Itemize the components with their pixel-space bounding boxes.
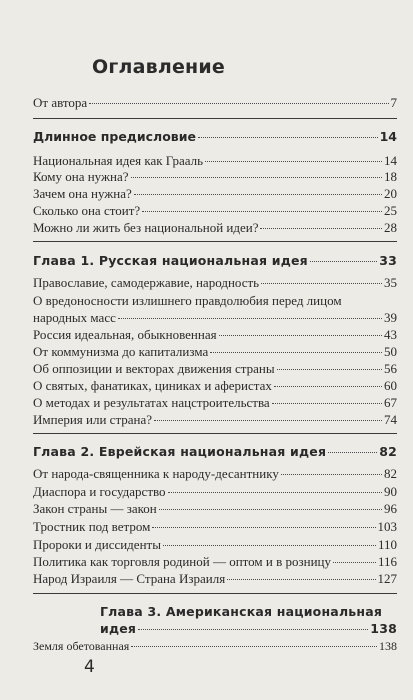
toc-entry-page: 90 — [384, 484, 397, 499]
dot-leader — [277, 369, 382, 370]
dot-leader — [281, 474, 382, 475]
toc-entry — [33, 394, 397, 411]
toc-entry-label: Народ Израиля — Страна Израиля — [33, 571, 226, 586]
toc-entry-label: Земля обетованная — [33, 639, 130, 653]
toc-entry-page: 7 — [390, 95, 397, 110]
toc-entry — [33, 309, 397, 326]
toc-entry — [33, 553, 397, 570]
toc-entry-page: 138 — [379, 639, 397, 653]
dot-leader — [261, 283, 382, 284]
dot-leader — [159, 509, 382, 510]
toc-entry — [33, 168, 397, 185]
toc-entry — [33, 202, 397, 219]
toc-entry-page: 116 — [377, 554, 397, 569]
toc-entry-label: О святых, фанатиках, циниках и аферистах — [33, 378, 272, 393]
toc-entry-label: Диаспора и государство — [33, 484, 166, 499]
toc-entry-label: Политика как торговля родиной — оптом и в розницу — [33, 554, 332, 569]
dot-leader — [142, 211, 382, 212]
toc-chapter-entry — [33, 620, 397, 637]
dot-leader — [333, 562, 376, 563]
toc-entry — [33, 377, 397, 394]
dot-leader — [163, 545, 376, 546]
toc-entry-label: Империя или страна? — [33, 412, 153, 427]
page-number: 4 — [84, 657, 95, 677]
section-divider — [33, 433, 397, 434]
toc-entry-label: Кому она нужна? — [33, 169, 129, 184]
dot-leader — [219, 335, 382, 336]
dot-leader — [138, 629, 368, 630]
dot-leader — [210, 352, 382, 353]
dot-leader — [260, 228, 382, 229]
toc-entry-page: 25 — [384, 203, 397, 218]
toc-entry-label: От народа-священника к народу-десантнику — [33, 466, 279, 481]
toc-entry-label: От автора — [33, 95, 88, 110]
toc-entry-page: 103 — [377, 519, 397, 534]
toc-entry-label: Глава 2. Еврейская национальная идея — [33, 444, 327, 459]
toc-entry-label: От коммунизма до капитализма — [33, 344, 209, 359]
toc-entry — [33, 185, 397, 202]
toc-section-entry — [33, 128, 397, 145]
toc-chapter-label-line: Глава 3. Американская национальная — [100, 604, 383, 619]
toc-entry-label: Россия идеальная, обыкновенная — [33, 327, 217, 342]
dot-leader — [152, 527, 375, 528]
toc-entry — [33, 411, 397, 428]
toc-entry-page: 39 — [384, 310, 397, 325]
toc-entry — [33, 500, 397, 517]
toc-entry-page: 35 — [384, 275, 397, 290]
toc-entry-label: Тростник под ветром — [33, 519, 151, 534]
toc-entry-label: Глава 1. Русская национальная идея — [33, 253, 308, 268]
dot-leader — [168, 492, 382, 493]
page-title: Оглавление — [92, 56, 225, 78]
toc-entry-page: 33 — [379, 253, 397, 268]
toc-entry-label: Зачем она нужна? — [33, 186, 132, 201]
toc-entry-page: 74 — [384, 412, 397, 427]
toc-entry — [33, 152, 397, 169]
toc-entry-page: 18 — [384, 169, 397, 184]
toc-entry — [33, 219, 397, 236]
dot-leader — [205, 161, 382, 162]
toc-entry-label: народных масс — [33, 310, 116, 325]
dot-leader — [118, 318, 382, 319]
dot-leader — [131, 177, 383, 178]
toc-entry-page: 20 — [384, 186, 397, 201]
dot-leader — [154, 420, 382, 421]
toc-entry-label: Пророки и диссиденты — [33, 537, 161, 552]
section-divider — [33, 118, 397, 119]
toc-entry-label: Можно ли жить без национальной идеи? — [33, 220, 259, 235]
toc-entry-page: 56 — [384, 361, 397, 376]
section-divider — [33, 593, 397, 594]
toc-entry — [33, 638, 397, 655]
toc-entry-label: идея — [100, 621, 137, 636]
dot-leader — [89, 103, 388, 104]
toc-entry-label-line: О вредоносности излишнего правдолюбия перед лицом — [33, 293, 342, 308]
toc-entry-page: 96 — [384, 501, 397, 516]
toc-entry — [33, 518, 397, 535]
dot-leader — [198, 137, 378, 138]
toc-entry-page: 127 — [377, 571, 397, 586]
toc-entry — [33, 326, 397, 343]
toc-entry-page: 60 — [384, 378, 397, 393]
dot-leader — [272, 403, 382, 404]
section-divider — [33, 241, 397, 242]
toc-entry — [33, 536, 397, 553]
toc-entry-label: Об оппозиции и векторах движения страны — [33, 361, 275, 376]
toc-entry-page: 138 — [370, 621, 397, 636]
toc-entry-label: Православие, самодержавие, народность — [33, 275, 260, 290]
toc-entry-label: Закон страны — закон — [33, 501, 157, 516]
dot-leader — [131, 646, 377, 647]
dot-leader — [274, 386, 382, 387]
toc-entry-page: 67 — [384, 395, 397, 410]
toc-entry — [33, 343, 397, 360]
toc-entry-page: 82 — [384, 466, 397, 481]
toc-entry-page: 14 — [379, 129, 397, 144]
toc-entry-page: 110 — [377, 537, 397, 552]
toc-entry-label: Длинное предисловие — [33, 129, 196, 144]
toc-chapter-entry — [33, 443, 397, 460]
toc-entry — [33, 483, 397, 500]
dot-leader — [328, 452, 377, 453]
dot-leader — [134, 194, 382, 195]
toc-chapter-entry — [33, 252, 397, 269]
toc-entry-label: О методах и результатах нацстроительства — [33, 395, 270, 410]
toc-entry — [33, 360, 397, 377]
toc-entry — [33, 94, 397, 111]
toc-entry-page: 43 — [384, 327, 397, 342]
toc-entry — [33, 570, 397, 587]
toc-entry-label: Сколько она стоит? — [33, 203, 141, 218]
dot-leader — [227, 579, 375, 580]
dot-leader — [310, 261, 377, 262]
toc-entry-page: 50 — [384, 344, 397, 359]
toc-entry — [33, 465, 397, 482]
toc-entry-page: 82 — [379, 444, 397, 459]
toc-entry-page: 14 — [384, 153, 397, 168]
toc-entry — [33, 274, 397, 291]
toc-entry-page: 28 — [384, 220, 397, 235]
toc-entry-label: Национальная идея как Грааль — [33, 153, 204, 168]
